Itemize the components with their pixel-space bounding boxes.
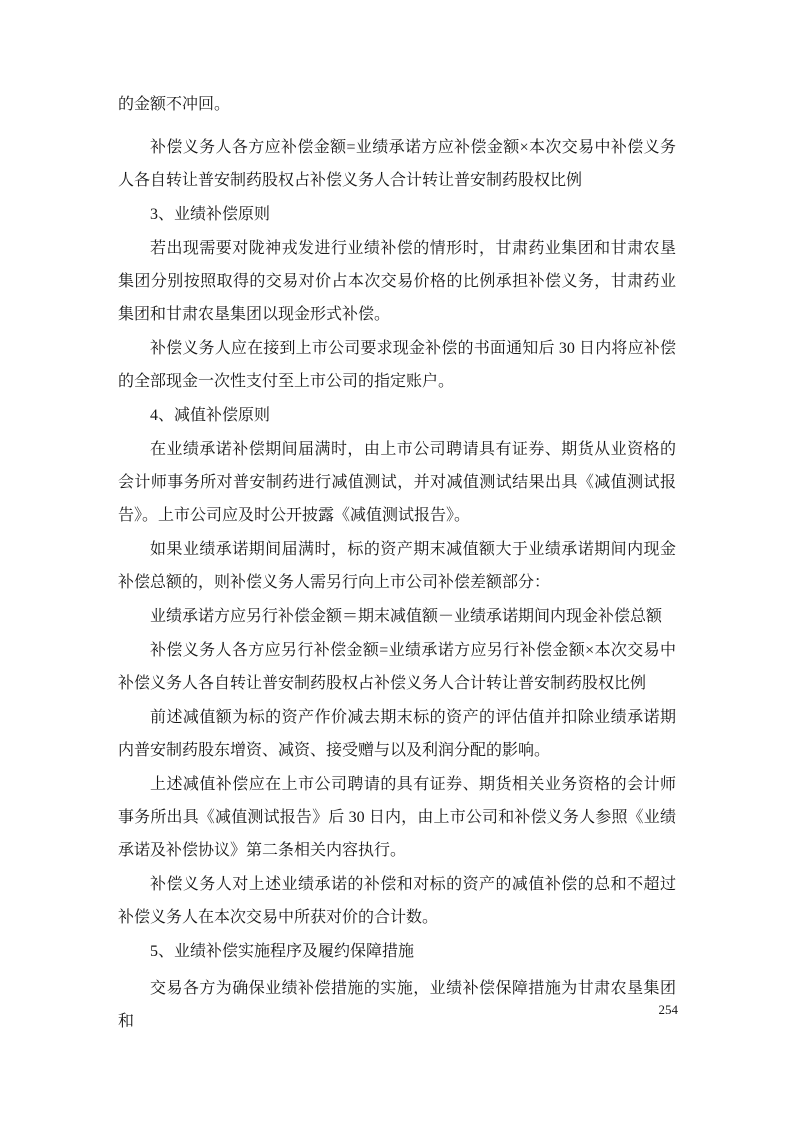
formula-paragraph-compensation-amount: 补偿义务人各方应补偿金额=业绩承诺方应补偿金额×本次交易中补偿义务人各自转让普安制药股权占补偿义务人合计转让普安制药股权比例 — [118, 139, 676, 189]
document-body — [118, 87, 676, 1038]
body-paragraph: 前述减值额为标的资产作价减去期末标的资产的评估值并扣除业绩承诺期内普安制药股东增资、减资、接受赠与以及利润分配的影响。 — [118, 709, 676, 759]
body-paragraph: 若出现需要对陇神戎发进行业绩补偿的情形时，甘肃药业集团和甘肃农垦集团分别按照取得的交易对价占本次交易价格的比例承担补偿义务，甘肃药业集团和甘肃农垦集团以现金形式补偿。 — [118, 240, 676, 323]
section-heading-3-performance-compensation-principle: 3、业绩补偿原则 — [150, 206, 271, 223]
paragraph-continuation: 的金额不冲回。 — [118, 96, 231, 113]
section-heading-5-implementation-procedure: 5、业绩补偿实施程序及履约保障措施 — [150, 943, 415, 960]
body-paragraph: 上述减值补偿应在上市公司聘请的具有证券、期货相关业务资格的会计师事务所出具《减值测试报告》后 30 日内，由上市公司和补偿义务人参照《业绩承诺及补偿协议》第二条相关内容执行。 — [118, 776, 676, 859]
body-paragraph: 如果业绩承诺期间届满时，标的资产期末减值额大于业绩承诺期间内现金补偿总额的，则补偿义务人需另行向上市公司补偿差额部分： — [118, 541, 676, 591]
formula-paragraph-additional-compensation-split: 补偿义务人各方应另行补偿金额=业绩承诺方应另行补偿金额×本次交易中补偿义务人各自转让普安制药股权占补偿义务人合计转让普安制药股权比例 — [118, 642, 676, 692]
body-paragraph: 补偿义务人对上述业绩承诺的补偿和对标的资产的减值补偿的总和不超过补偿义务人在本次交易中所获对价的合计数。 — [118, 876, 676, 926]
body-paragraph: 补偿义务人应在接到上市公司要求现金补偿的书面通知后 30 日内将应补偿的全部现金一次性支付至上市公司的指定账户。 — [118, 340, 676, 390]
formula-paragraph-additional-compensation: 业绩承诺方应另行补偿金额＝期末减值额－业绩承诺期间内现金补偿总额 — [150, 608, 663, 625]
page-number: 254 — [658, 1002, 678, 1017]
body-paragraph: 在业绩承诺补偿期间届满时，由上市公司聘请具有证券、期货从业资格的会计师事务所对普安制药进行减值测试，并对减值测试结果出具《减值测试报告》。上市公司应及时公开披露《减值测试报告》。 — [118, 441, 676, 524]
body-paragraph: 交易各方为确保业绩补偿措施的实施，业绩补偿保障措施为甘肃农垦集团和 — [118, 980, 676, 1030]
section-heading-4-impairment-compensation-principle: 4、减值补偿原则 — [150, 407, 271, 424]
